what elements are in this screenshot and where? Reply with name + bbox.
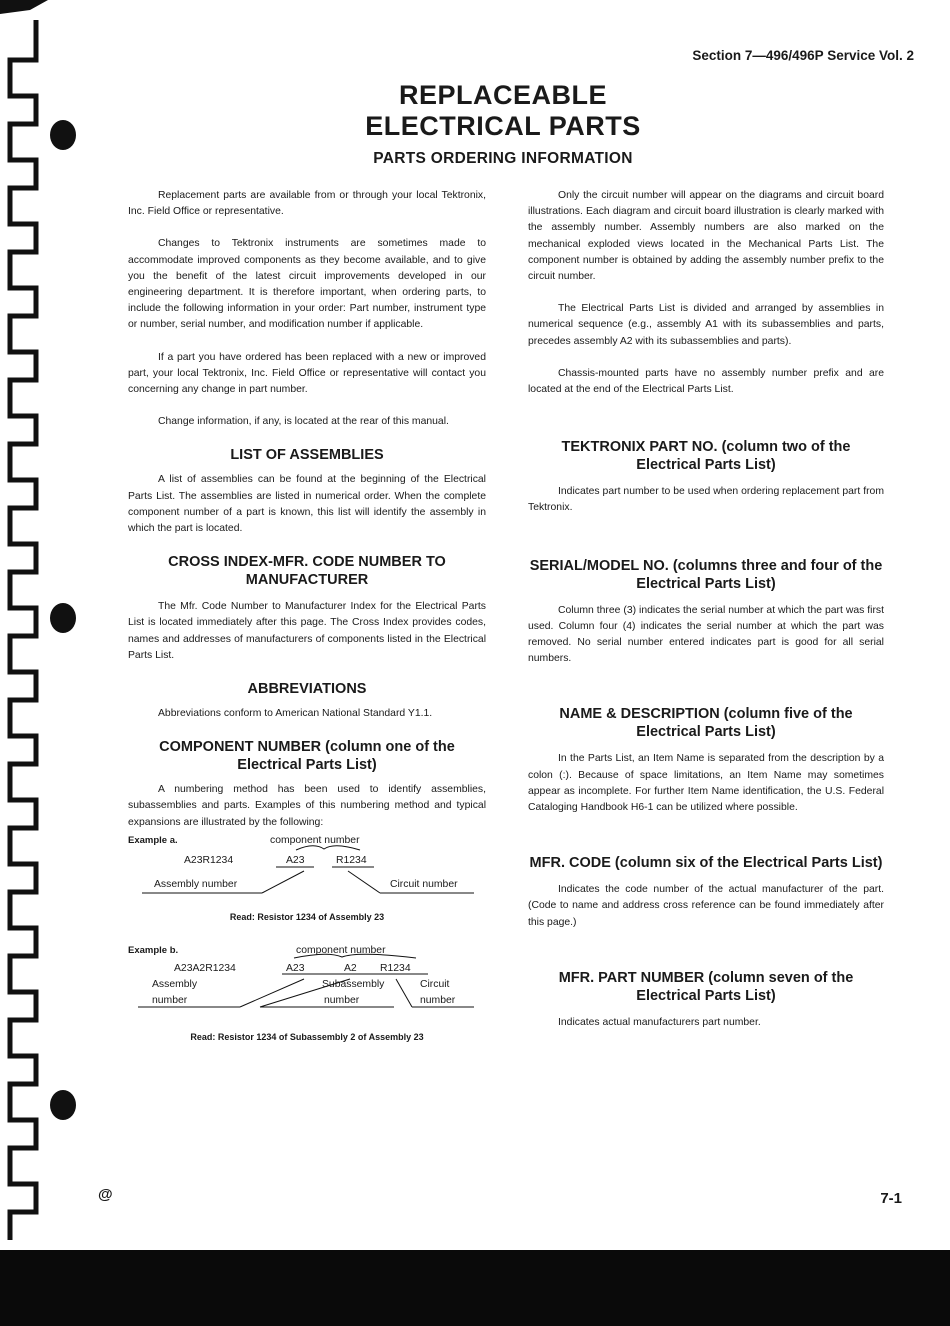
circuit-number-label: Circuit number <box>390 878 458 890</box>
example-b-diagram <box>128 943 486 1053</box>
assembly-part: A23 <box>286 962 305 974</box>
heading-abbreviations: ABBREVIATIONS <box>247 681 367 698</box>
paragraph: If a part you have ordered has been replaced with a new or improved part, your local Tektronix, Inc. Field Office or representative will contact you concerning any change in part number. <box>128 351 486 396</box>
example-a-lines <box>128 833 486 903</box>
example-label: Example b. <box>128 944 179 956</box>
paragraph: The Mfr. Code Number to Manufacturer Index for the Electrical Parts List is located immediately after this page. The Cross Index provides codes, names and addresses of manufacturers of components listed in the Electrical Parts List. <box>128 601 486 661</box>
section-header: Section 7—496/496P Service Vol. 2 <box>692 48 914 63</box>
paragraph: The Electrical Parts List is divided and arranged by assemblies in numerical sequence (e.g., assembly A1 with its subassemblies and parts, precedes assembly A2 with its subassemblies and parts). <box>528 303 884 347</box>
page-title: REPLACEABLE ELECTRICAL PARTS <box>365 80 641 141</box>
spiral-binding <box>0 0 48 1250</box>
paragraph: Only the circuit number will appear on the diagrams and circuit board illustrations. Each diagram and circuit board illustration is clearly marked with the assembly number. Assembly numbers are also marked on the mechanical exploded views located in the Mechanical Parts List. The component number is obtained by adding the assembly number prefix to the circuit number. <box>528 190 884 283</box>
assembly-label: number <box>152 994 188 1006</box>
heading-mfr-part-number: MFR. PART NUMBER (column seven of the Electrical Parts List) <box>558 969 854 1004</box>
component-number-label: component number <box>296 944 386 956</box>
paragraph: Abbreviations conform to American National Standard Y1.1. <box>158 708 433 720</box>
example-a-diagram <box>128 833 486 929</box>
paragraph: Indicates part number to be used when ordering replacement part from Tektronix. <box>528 486 884 514</box>
paragraph: Chassis-mounted parts have no assembly number prefix and are located at the end of the Electrical Parts List. <box>528 367 884 396</box>
paragraph: Indicates actual manufacturers part number. <box>558 1016 761 1028</box>
heading-name-description: NAME & DESCRIPTION (column five of the Electrical Parts List) <box>559 706 853 741</box>
heading-component-number: COMPONENT NUMBER (column one of the Electrical Parts List) <box>159 739 455 774</box>
heading-mfr-code: MFR. CODE (column six of the Electrical Parts List) <box>529 855 883 872</box>
example-b-lines <box>128 943 486 1013</box>
paragraph: Change information, if any, is located at the rear of this manual. <box>158 416 449 428</box>
component-number-label: component number <box>270 834 360 846</box>
example-b-read: Read: Resistor 1234 of Subassembly 2 of Assembly 23 <box>190 1031 424 1042</box>
page-subtitle: PARTS ORDERING INFORMATION <box>373 150 633 167</box>
circuit-part: R1234 <box>336 854 367 866</box>
left-column <box>128 188 486 1053</box>
heading-cross-index: CROSS INDEX-MFR. CODE NUMBER TO MANUFACTURER <box>168 554 446 589</box>
heading-list-of-assemblies: LIST OF ASSEMBLIES <box>230 447 384 464</box>
circuit-label: Circuit <box>420 978 450 990</box>
scan-border <box>0 1250 950 1326</box>
assembly-number-label: Assembly number <box>154 878 238 890</box>
circuit-label: number <box>420 994 456 1006</box>
paragraph: A numbering method has been used to identify assemblies, subassemblies and parts. Examples of this numbering method and typical expansions are illustrated by the following: <box>128 784 486 828</box>
circuit-part: R1234 <box>380 962 411 974</box>
heading-serial-model-no: SERIAL/MODEL NO. (columns three and four of the Electrical Parts List) <box>529 557 883 592</box>
example-code: A23R1234 <box>184 854 234 866</box>
paragraph: Replacement parts are available from or through your local Tektronix, Inc. Field Office or representative. <box>128 190 486 218</box>
example-a-read: Read: Resistor 1234 of Assembly 23 <box>229 911 385 922</box>
assembly-label: Assembly <box>152 978 198 990</box>
paragraph: Indicates the code number of the actual manufacturer of the part. (Code to name and address cross reference can be found immediately after this page.) <box>528 884 884 928</box>
example-code: A23A2R1234 <box>174 962 236 974</box>
assembly-part: A23 <box>286 854 305 866</box>
paragraph: A list of assemblies can be found at the beginning of the Electrical Parts List. The assemblies are listed in numerical order. When the complete component number of a part is known, this list will identify the assembly in which the part is located. <box>128 474 486 535</box>
paragraph: In the Parts List, an Item Name is separated from the description by a colon (:). Because of space limitations, an Item Name may sometimes appear as incomplete. For further Item Name identification, the U.S. Federal Cataloging Handbook H6-1 can be utilized where possible. <box>528 753 884 814</box>
paragraph: Changes to Tektronix instruments are sometimes made to accommodate improved components as they become available, and to give you the benefit of the latest circuit improvements developed in our engineering department. It is therefore important, when ordering parts, to include the following information in your order: Part number, instrument type or number, serial number, and modification number if applicable. <box>128 238 486 331</box>
heading-tektronix-part-no: TEKTRONIX PART NO. (column two of the Electrical Parts List) <box>561 439 851 474</box>
punch-hole <box>50 120 76 150</box>
footer-mark: @ <box>98 1186 113 1203</box>
subassembly-label: number <box>324 994 360 1006</box>
subassembly-part: A2 <box>344 962 357 974</box>
example-label: Example a. <box>128 834 178 846</box>
subassembly-label: Subassembly <box>322 978 385 990</box>
right-column <box>528 188 884 1047</box>
paragraph: Column three (3) indicates the serial number at which the part was first used. Column four (4) indicates the serial number at which the part was removed. No serial number entered indicates part is good for all serial numbers. <box>528 604 884 665</box>
punch-hole <box>50 603 76 633</box>
punch-hole <box>50 1090 76 1120</box>
page-number: 7-1 <box>880 1190 902 1207</box>
